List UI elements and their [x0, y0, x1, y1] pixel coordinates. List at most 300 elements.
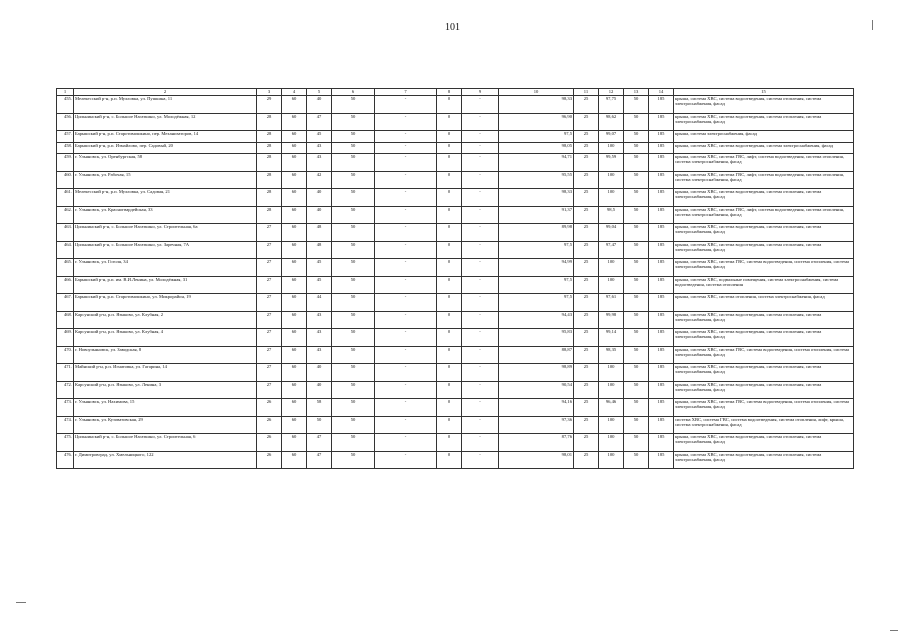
cell-addr: г. Ульяновск, ул. Красногвардейская, 33: [74, 206, 257, 224]
cell-c11: 25: [574, 276, 599, 294]
cell-c10: 97,5: [499, 294, 574, 312]
cell-addr: г. Димитровград, ул. Хмельницкого, 122: [74, 451, 257, 469]
cell-c10: 95,55: [499, 171, 574, 189]
table-row: [57, 224, 854, 242]
cell-c12: 97,61: [599, 294, 624, 312]
cell-c7: -: [375, 381, 437, 399]
cell-c5: 40: [307, 189, 332, 207]
cell-c10: 94,71: [499, 154, 574, 172]
cell-c14: 185: [649, 241, 674, 259]
cell-c12: 99,59: [599, 154, 624, 172]
cell-c14: 185: [649, 294, 674, 312]
cell-addr: Цильнинский р-н, с. Большое Нагаткино, ул. Заречная, 7А: [74, 241, 257, 259]
cell-c7: -: [375, 96, 437, 114]
cell-c14: 185: [649, 416, 674, 434]
cell-c10: 97,5: [499, 131, 574, 143]
cell-c3: 27: [257, 241, 282, 259]
cell-no: 462.: [57, 206, 74, 224]
cell-no: 456.: [57, 113, 74, 131]
cell-works: крыша, система ХВС, система ГВС, система водоотведения, система отопления, система электроснабжения, фасад: [674, 399, 854, 417]
cell-works: крыша, система ХВС, система водоотведения, система отопления, система электроснабжения, фасад: [674, 329, 854, 347]
cell-c6: 50: [332, 276, 375, 294]
cell-c5: 47: [307, 434, 332, 452]
table-row: [57, 434, 854, 452]
cell-c5: 44: [307, 294, 332, 312]
cell-c13: 50: [624, 224, 649, 242]
cell-c8: 0: [437, 364, 462, 382]
cell-c5: 43: [307, 311, 332, 329]
cell-c8: 0: [437, 96, 462, 114]
table-row: [57, 206, 854, 224]
cell-c11: 25: [574, 224, 599, 242]
cell-c10: 98,33: [499, 96, 574, 114]
cell-c10: 94,16: [499, 399, 574, 417]
header-cell: 13: [624, 89, 649, 96]
cell-c11: 25: [574, 113, 599, 131]
cell-c3: 26: [257, 451, 282, 469]
cell-c13: 50: [624, 113, 649, 131]
cell-c12: 97,47: [599, 241, 624, 259]
cell-c4: 60: [282, 113, 307, 131]
cell-c9: -: [462, 451, 499, 469]
cell-c14: 185: [649, 311, 674, 329]
cell-c13: 50: [624, 416, 649, 434]
header-row: [57, 89, 854, 96]
cell-c4: 60: [282, 399, 307, 417]
cell-c14: 185: [649, 206, 674, 224]
cell-no: 474.: [57, 416, 74, 434]
cell-c11: 25: [574, 434, 599, 452]
cell-c13: 50: [624, 294, 649, 312]
cell-c7: -: [375, 189, 437, 207]
cell-c11: 25: [574, 189, 599, 207]
table-row: [57, 96, 854, 114]
cell-c9: -: [462, 311, 499, 329]
table-row: [57, 416, 854, 434]
header-cell: 15: [674, 89, 854, 96]
cell-c7: -: [375, 113, 437, 131]
cell-c6: 50: [332, 189, 375, 207]
cell-c14: 185: [649, 276, 674, 294]
cell-c3: 28: [257, 171, 282, 189]
cell-c7: -: [375, 329, 437, 347]
cell-c4: 60: [282, 189, 307, 207]
cell-c7: -: [375, 451, 437, 469]
cell-c5: 40: [307, 206, 332, 224]
cell-addr: Карсунский р-н, р.п. Языково, ул. Клубная, 2: [74, 311, 257, 329]
table-row: [57, 189, 854, 207]
cell-c13: 50: [624, 131, 649, 143]
cell-addr: Барышский р-н, р.п. Старотимошкино, ул. Микрорайон, 19: [74, 294, 257, 312]
cell-c3: 28: [257, 131, 282, 143]
cell-c3: 27: [257, 294, 282, 312]
cell-c7: -: [375, 171, 437, 189]
cell-c6: 50: [332, 311, 375, 329]
cell-c9: -: [462, 131, 499, 143]
cell-c9: -: [462, 189, 499, 207]
cell-c10: 98,33: [499, 189, 574, 207]
cell-c11: 25: [574, 329, 599, 347]
cell-c5: 45: [307, 131, 332, 143]
cell-c9: -: [462, 294, 499, 312]
table-row: [57, 241, 854, 259]
cell-c6: 50: [332, 131, 375, 143]
cell-c3: 27: [257, 311, 282, 329]
cell-no: 457.: [57, 131, 74, 143]
cell-c3: 27: [257, 381, 282, 399]
cell-c4: 60: [282, 381, 307, 399]
cell-no: 455.: [57, 96, 74, 114]
header-cell: 1: [57, 89, 74, 96]
cell-c7: -: [375, 294, 437, 312]
cell-c6: 50: [332, 224, 375, 242]
cell-c9: -: [462, 96, 499, 114]
cell-no: 466.: [57, 276, 74, 294]
cell-c9: -: [462, 434, 499, 452]
cell-c12: 100: [599, 434, 624, 452]
cell-c7: -: [375, 434, 437, 452]
header-cell: 6: [332, 89, 375, 96]
cell-works: крыша, система ХВС, система ГВС, система водоотведения, система отопления, система электроснабжения, фасад: [674, 346, 854, 364]
cell-no: 469.: [57, 329, 74, 347]
cell-no: 465.: [57, 259, 74, 277]
cell-addr: г. Новоульяновск, ул. Заводская, 8: [74, 346, 257, 364]
page-number: 101: [445, 22, 460, 33]
cell-c10: 97,36: [499, 416, 574, 434]
cell-c3: 28: [257, 189, 282, 207]
cell-c6: 50: [332, 399, 375, 417]
cell-c5: 47: [307, 113, 332, 131]
cell-c14: 185: [649, 399, 674, 417]
margin-tick: [890, 630, 898, 631]
cell-c9: -: [462, 206, 499, 224]
cell-c5: 47: [307, 451, 332, 469]
cell-c4: 60: [282, 294, 307, 312]
cell-c13: 50: [624, 241, 649, 259]
cell-c12: 97,75: [599, 96, 624, 114]
cell-c5: 43: [307, 142, 332, 154]
cell-c14: 185: [649, 142, 674, 154]
cell-c13: 50: [624, 96, 649, 114]
cell-c8: 0: [437, 346, 462, 364]
cell-c12: 100: [599, 451, 624, 469]
cell-c5: 45: [307, 276, 332, 294]
cell-no: 461.: [57, 189, 74, 207]
cell-c14: 185: [649, 154, 674, 172]
cell-c4: 60: [282, 241, 307, 259]
cell-c6: 50: [332, 364, 375, 382]
cell-works: крыша, система ХВС, система водоотведения, система отопления, система электроснабжения, фасад: [674, 113, 854, 131]
cell-c12: 100: [599, 364, 624, 382]
cell-works: крыша, система ХВС, система водоотведения, система отопления, система электроснабжения, фасад: [674, 434, 854, 452]
cell-c7: -: [375, 311, 437, 329]
cell-no: 460.: [57, 171, 74, 189]
cell-c14: 185: [649, 364, 674, 382]
cell-c6: 50: [332, 329, 375, 347]
cell-c12: 100: [599, 142, 624, 154]
cell-c8: 0: [437, 416, 462, 434]
cell-works: крыша, система ХВС, система водоотведения, система отопления, система электроснабжения, фасад: [674, 96, 854, 114]
table-row: [57, 276, 854, 294]
cell-c3: 29: [257, 96, 282, 114]
cell-c14: 185: [649, 329, 674, 347]
cell-c9: -: [462, 171, 499, 189]
cell-c12: 98,62: [599, 113, 624, 131]
cell-c8: 0: [437, 399, 462, 417]
cell-c8: 0: [437, 276, 462, 294]
cell-c4: 60: [282, 451, 307, 469]
cell-c14: 185: [649, 113, 674, 131]
cell-c3: 26: [257, 434, 282, 452]
cell-c13: 50: [624, 206, 649, 224]
cell-c5: 45: [307, 259, 332, 277]
cell-c13: 50: [624, 154, 649, 172]
cell-c3: 27: [257, 364, 282, 382]
cell-c11: 25: [574, 206, 599, 224]
cell-works: крыша, система ХВС, подвальные помещения, система электроснабжения, система водоотведения, система отопления: [674, 276, 854, 294]
table-row: [57, 329, 854, 347]
cell-c10: 96,90: [499, 113, 574, 131]
cell-c13: 50: [624, 276, 649, 294]
table-row: [57, 131, 854, 143]
cell-c3: 27: [257, 346, 282, 364]
cell-c13: 50: [624, 259, 649, 277]
header-cell: 8: [437, 89, 462, 96]
cell-c9: -: [462, 154, 499, 172]
cell-c6: 50: [332, 113, 375, 131]
cell-c11: 25: [574, 142, 599, 154]
cell-c9: -: [462, 399, 499, 417]
cell-c14: 185: [649, 131, 674, 143]
cell-c10: 91,37: [499, 206, 574, 224]
cell-c9: -: [462, 381, 499, 399]
cell-c4: 60: [282, 154, 307, 172]
cell-c7: -: [375, 364, 437, 382]
cell-c4: 60: [282, 329, 307, 347]
header-cell: 10: [499, 89, 574, 96]
header-cell: 12: [599, 89, 624, 96]
cell-c4: 60: [282, 276, 307, 294]
cell-c8: 0: [437, 311, 462, 329]
cell-c14: 185: [649, 381, 674, 399]
cell-c11: 25: [574, 364, 599, 382]
cell-c12: 98,5: [599, 206, 624, 224]
cell-c6: 50: [332, 416, 375, 434]
cell-c8: 0: [437, 224, 462, 242]
cell-c13: 50: [624, 399, 649, 417]
cell-c7: -: [375, 142, 437, 154]
header-cell: 5: [307, 89, 332, 96]
cell-c12: 99,07: [599, 131, 624, 143]
cell-c3: 27: [257, 259, 282, 277]
cell-c8: 0: [437, 171, 462, 189]
cell-c4: 60: [282, 311, 307, 329]
cell-c12: 99,98: [599, 311, 624, 329]
cell-c14: 185: [649, 434, 674, 452]
cell-c10: 98,05: [499, 142, 574, 154]
cell-c4: 60: [282, 259, 307, 277]
cell-works: крыша, система ХВС, система водоотведения, система отопления, система электроснабжения, фасад: [674, 451, 854, 469]
cell-addr: Цильнинский р-н, с. Большое Нагаткино, ул. Строительная, 6: [74, 434, 257, 452]
cell-c10: 97,5: [499, 241, 574, 259]
table-row: [57, 259, 854, 277]
table-row: [57, 154, 854, 172]
cell-addr: Карсунский р-н, р.п. Языково, ул. Ленина, 3: [74, 381, 257, 399]
cell-c7: -: [375, 399, 437, 417]
cell-c11: 25: [574, 346, 599, 364]
cell-c6: 50: [332, 206, 375, 224]
cell-c8: 0: [437, 259, 462, 277]
cell-c7: -: [375, 276, 437, 294]
cell-c11: 25: [574, 451, 599, 469]
cell-c8: 0: [437, 294, 462, 312]
cell-addr: Барышский р-н, р.п. Измайлово, пер. Садовый, 20: [74, 142, 257, 154]
cell-c9: -: [462, 241, 499, 259]
cell-c6: 50: [332, 294, 375, 312]
cell-c8: 0: [437, 154, 462, 172]
cell-c9: -: [462, 346, 499, 364]
cell-c12: 98,35: [599, 346, 624, 364]
cell-c5: 50: [307, 416, 332, 434]
cell-addr: г. Ульяновск, ул. Кузоватовская, 29: [74, 416, 257, 434]
cell-c12: 100: [599, 416, 624, 434]
cell-c11: 25: [574, 131, 599, 143]
cell-c8: 0: [437, 451, 462, 469]
cell-c9: -: [462, 259, 499, 277]
cell-c14: 185: [649, 451, 674, 469]
cell-c6: 50: [332, 434, 375, 452]
cell-c7: -: [375, 346, 437, 364]
cell-c10: 98,01: [499, 451, 574, 469]
cell-c5: 40: [307, 381, 332, 399]
cell-c12: 96,46: [599, 399, 624, 417]
cell-c14: 185: [649, 189, 674, 207]
cell-c8: 0: [437, 131, 462, 143]
cell-c5: 43: [307, 154, 332, 172]
cell-no: 476.: [57, 451, 74, 469]
cell-addr: Мелекесский р-н, р.п. Мулловка, ул. Садовая, 21: [74, 189, 257, 207]
cell-no: 471.: [57, 364, 74, 382]
cell-c3: 28: [257, 142, 282, 154]
cell-c8: 0: [437, 113, 462, 131]
cell-c11: 25: [574, 311, 599, 329]
cell-c10: 87,76: [499, 434, 574, 452]
cell-c14: 185: [649, 346, 674, 364]
cell-works: крыша, система ХВС, система водоотведения, система электроснабжения, фасад: [674, 142, 854, 154]
cell-addr: Барышский р-н, р.п. им. В.И.Ленина, ул. Молодёжная, 31: [74, 276, 257, 294]
margin-tick: [872, 20, 873, 30]
cell-c8: 0: [437, 434, 462, 452]
cell-c5: 42: [307, 171, 332, 189]
cell-c12: 100: [599, 189, 624, 207]
cell-c9: -: [462, 276, 499, 294]
cell-works: крыша, система ХВС, система ГВС, лифт, система водоотведения, система отопления, система электроснабжения, фасад: [674, 154, 854, 172]
cell-c6: 50: [332, 142, 375, 154]
cell-works: крыша, система ХВС, система ГВС, система водоотведения, система отопления, система электроснабжения, фасад: [674, 259, 854, 277]
cell-c10: 88,87: [499, 346, 574, 364]
cell-c3: 27: [257, 224, 282, 242]
cell-addr: Цильнинский р-н, с. Большое Нагаткино, ул. Молодёжная, 12: [74, 113, 257, 131]
cell-works: крыша, система ХВС, система ГВС, лифт, система водоотведения, система отопления, система электроснабжения, фасад: [674, 206, 854, 224]
cell-c7: -: [375, 206, 437, 224]
cell-c4: 60: [282, 416, 307, 434]
cell-c3: 28: [257, 154, 282, 172]
cell-c14: 185: [649, 259, 674, 277]
cell-c11: 25: [574, 381, 599, 399]
cell-c11: 25: [574, 241, 599, 259]
cell-c3: 26: [257, 399, 282, 417]
cell-c10: 98,89: [499, 364, 574, 382]
cell-c12: 100: [599, 276, 624, 294]
cell-works: крыша, система ХВС, система водоотведения, система отопления, система электроснабжения, фасад: [674, 224, 854, 242]
cell-c13: 50: [624, 189, 649, 207]
cell-c8: 0: [437, 241, 462, 259]
cell-c4: 60: [282, 131, 307, 143]
cell-c13: 50: [624, 364, 649, 382]
table-row: [57, 381, 854, 399]
table-row: [57, 311, 854, 329]
cell-c10: 89,98: [499, 224, 574, 242]
cell-addr: г. Ульяновск, ул. Оренбургская, 58: [74, 154, 257, 172]
table-row: [57, 171, 854, 189]
cell-c3: 28: [257, 206, 282, 224]
cell-c3: 28: [257, 113, 282, 131]
cell-works: крыша, система ХВС, система водоотведения, система отопления, система электроснабжения, фасад: [674, 311, 854, 329]
header-cell: 9: [462, 89, 499, 96]
cell-c7: -: [375, 416, 437, 434]
cell-addr: Цильнинский р-н, с. Большое Нагаткино, ул. Строительная, 6а: [74, 224, 257, 242]
cell-c8: 0: [437, 142, 462, 154]
cell-c7: -: [375, 131, 437, 143]
cell-c6: 50: [332, 346, 375, 364]
cell-c12: 100: [599, 381, 624, 399]
cell-c9: -: [462, 142, 499, 154]
cell-c7: -: [375, 224, 437, 242]
cell-c10: 94,43: [499, 311, 574, 329]
cell-c4: 60: [282, 434, 307, 452]
header-cell: 11: [574, 89, 599, 96]
cell-c5: 48: [307, 224, 332, 242]
cell-c6: 50: [332, 259, 375, 277]
cell-c4: 60: [282, 364, 307, 382]
cell-no: 464.: [57, 241, 74, 259]
cell-c4: 60: [282, 142, 307, 154]
table-row: [57, 113, 854, 131]
cell-addr: Карсунский р-н, р.п. Языково, ул. Клубная, 4: [74, 329, 257, 347]
cell-c11: 25: [574, 399, 599, 417]
cell-c6: 50: [332, 171, 375, 189]
cell-c5: 40: [307, 364, 332, 382]
cell-c6: 50: [332, 154, 375, 172]
cell-c3: 26: [257, 416, 282, 434]
cell-c13: 50: [624, 171, 649, 189]
cell-c5: 58: [307, 399, 332, 417]
cell-c8: 0: [437, 189, 462, 207]
table-row: [57, 294, 854, 312]
cell-no: 459.: [57, 154, 74, 172]
cell-works: крыша, система ХВС, система водоотведения, система отопления, система электроснабжения, фасад: [674, 189, 854, 207]
cell-addr: Мелекесский р-н, р.п. Мулловка, ул. Пушкина, 11: [74, 96, 257, 114]
cell-c11: 25: [574, 171, 599, 189]
cell-works: крыша, система ХВС, система ГВС, лифт, система водоотведения, система отопления, система электроснабжения, фасад: [674, 171, 854, 189]
cell-c8: 0: [437, 206, 462, 224]
cell-works: система ХВС, система ГВС, система водоотведения, система отопления, лифт, крыша, система электроснабжения, фасад: [674, 416, 854, 434]
cell-c5: 48: [307, 241, 332, 259]
cell-c13: 50: [624, 311, 649, 329]
cell-c11: 25: [574, 416, 599, 434]
cell-c12: 99,04: [599, 224, 624, 242]
cell-c7: -: [375, 241, 437, 259]
